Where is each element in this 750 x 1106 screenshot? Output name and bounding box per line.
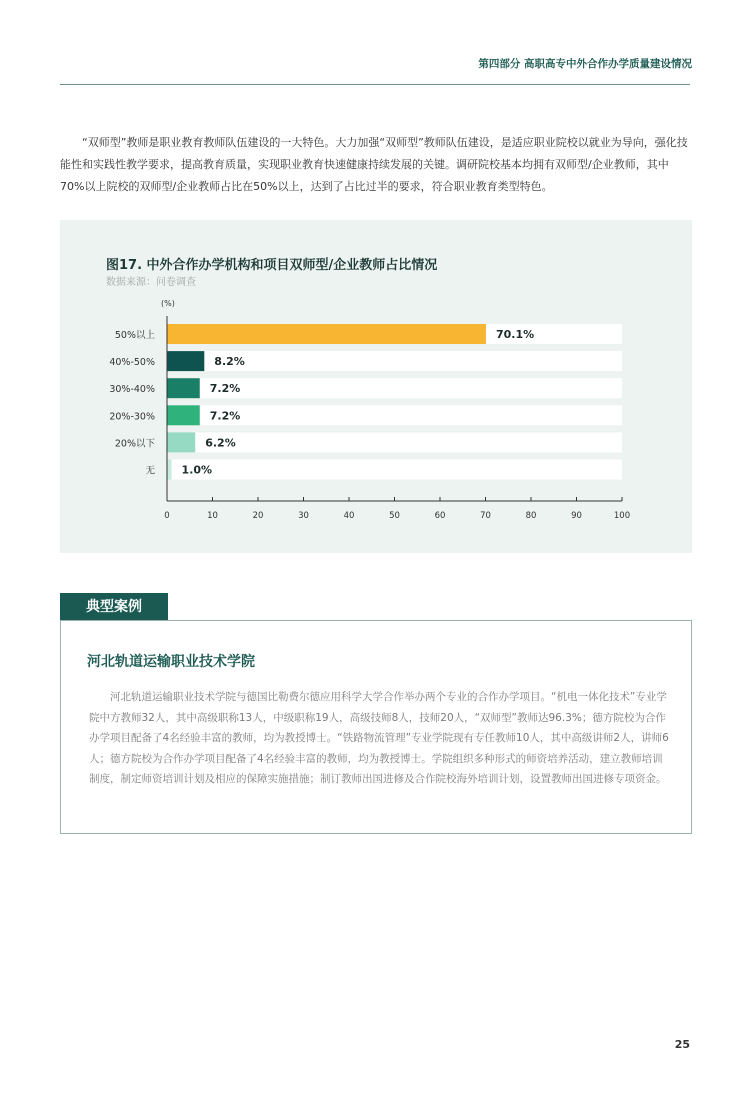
x-tick-label: 10	[207, 511, 218, 521]
category-label: 20%-30%	[109, 411, 155, 423]
x-tick-label: 50	[389, 511, 400, 521]
bar	[167, 378, 200, 398]
x-tick-label: 70	[480, 511, 491, 521]
category-label: 无	[145, 465, 155, 477]
bar-chart	[60, 220, 692, 553]
bar	[167, 324, 486, 344]
case-box	[60, 620, 692, 834]
intro-paragraph: “双师型”教师是职业教育教师队伍建设的一大特色。大力加强“双师型”教师队伍建设，是适应职业院校以就业为导向，强化技能性和实践性教学要求，提高教育质量，实现职业教育快速健康持续发展的关键。调研院校基本均拥有双师型/企业教师，其中70%以上院校的双师型/企业教师占比在50%以上，达到了占比过半的要求，符合职业教育类型特色。	[60, 136, 688, 193]
bar	[167, 405, 200, 425]
category-label: 20%以下	[114, 438, 155, 450]
category-label: 40%-50%	[109, 357, 155, 369]
x-tick-label: 20	[252, 511, 264, 521]
x-tick-label: 80	[525, 511, 537, 521]
data-label: 70.1%	[495, 328, 535, 341]
data-label: 7.2%	[209, 409, 241, 423]
data-label: 6.2%	[205, 436, 236, 450]
data-label: 1.0%	[181, 463, 213, 477]
bar-track	[167, 460, 622, 480]
case-body: 河北轨道运输职业技术学院与德国比勒费尔德应用科学大学合作举办两个专业的合作办学项目。“机电一体化技术”专业学院中方教师32人，其中高级职称13人，中级职称19人，高级技师8人，技师20人，“双师型”教师达96.3%；德方院校为合作办学项目配备了4名经验丰富的教师，均为教授博士。“铁路物流管理”专业学院现有专任教师10人，其中高级讲师2人，讲师6人；德方院校为合作办学项目配备了4名经验丰富的教师，均为教授博士。学院组织多种形式的师资培养活动，建立教师培训制度，制定师资培训计划及相应的保障实施措施；制订教师出国进修及合作院校海外培训计划，设置教师出国进修专项资金。	[89, 691, 669, 785]
chart-source: 数据来源：问卷调查	[106, 277, 196, 288]
bar	[167, 432, 195, 452]
x-tick-label: 30	[298, 511, 309, 521]
data-label: 8.2%	[214, 355, 245, 369]
x-tick-label: 60	[434, 511, 446, 521]
x-tick-label: 90	[571, 511, 582, 521]
category-label: 50%以上	[114, 330, 155, 341]
x-tick-label: 40	[343, 511, 355, 521]
chart-title: 图17. 中外合作办学机构和项目双师型/企业教师占比情况	[106, 258, 438, 273]
page-header-title: 第四部分 高职高专中外合作办学质量建设情况	[478, 58, 692, 70]
unit-label: (%)	[161, 299, 175, 308]
x-tick-label: 0	[164, 511, 170, 521]
chart-panel	[60, 220, 692, 553]
data-label: 7.2%	[209, 382, 241, 396]
x-tick-label: 100	[613, 511, 631, 521]
bar	[167, 460, 172, 480]
category-label: 30%-40%	[109, 384, 155, 396]
header-divider	[60, 84, 690, 85]
case-title: 河北轨道运输职业技术学院	[87, 654, 255, 670]
page-number: 25	[674, 1038, 690, 1051]
case-tab: 典型案例	[60, 593, 168, 621]
bar	[167, 351, 204, 371]
